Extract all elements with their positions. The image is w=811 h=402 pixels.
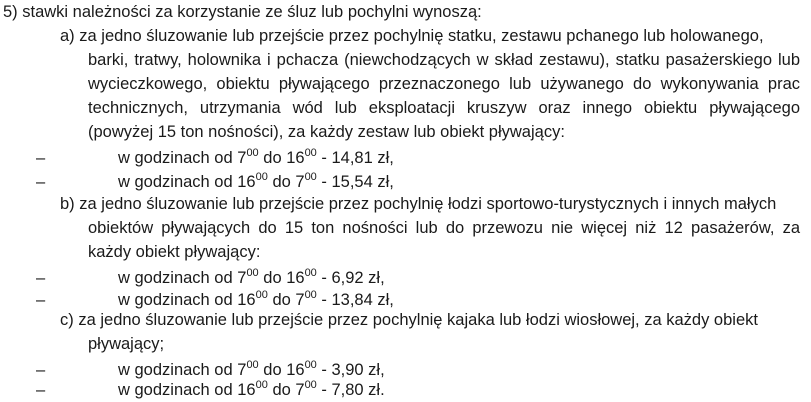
section-b-line-3: każdy obiekt pływający: bbox=[88, 243, 261, 261]
section-a-line-2: barki, tratwy, holownika i pchacza (niewchodzących w skład zestawu), statku pasażerskiego lub bbox=[88, 51, 800, 69]
item-heading: 5) stawki należności za korzystanie ze śluz lub pochylni wynoszą: bbox=[3, 3, 482, 21]
dash-bullet: – bbox=[36, 269, 46, 287]
rate-text: w godzinach od $7^{00}$ do $16^{00} - 6,92$ zł, bbox=[118, 266, 385, 287]
section-a-line-3: wycieczkowego, obiektu pływającego przeznaczonego lub używanego do wykonywania prac bbox=[88, 75, 800, 93]
dash-bullet: – bbox=[36, 361, 46, 379]
section-c-label: c) bbox=[60, 311, 74, 329]
section-c-line-1 bbox=[60, 308, 800, 332]
section-b-label: b) bbox=[60, 195, 75, 213]
section-b-text-1: za jedno śluzowanie lub przejście przez pochylnię łodzi sportowo-turystycznych i innych małych bbox=[79, 195, 777, 213]
section-a-line-4: technicznych, utrzymania wód lub eksploatacji kruszyw oraz innego obiektu pływającego bbox=[88, 99, 800, 117]
rate-text: w godzinach od $7^{00}$ do $16^{00} - 14,81$ zł, bbox=[118, 146, 394, 167]
rate-text: w godzinach od $16^{00}$ do $7^{00} - 15,54$ zł, bbox=[118, 170, 394, 191]
section-a-label: a) bbox=[60, 27, 75, 45]
section-a-line-5: (powyżej 15 ton nośności), za każdy zestaw lub obiekt pływający: bbox=[88, 123, 565, 141]
rate-text: w godzinach od $16^{00}$ do $7^{00} - 7,80$ zł. bbox=[118, 378, 385, 399]
section-c-text-1: za jedno śluzowanie lub przejście przez pochylnię kajaka lub łodzi wiosłowej, za każdy obiekt bbox=[78, 311, 758, 329]
dash-bullet: – bbox=[36, 291, 46, 309]
section-a-text-1: za jedno śluzowanie lub przejście przez pochylnię statku, zestawu pchanego lub holowanego, bbox=[79, 27, 764, 45]
section-b-line-1 bbox=[60, 192, 800, 216]
section-b-line-2: obiektów pływających do 15 ton nośności lub do przewozu nie więcej niż 12 pasażerów, za bbox=[88, 219, 800, 237]
rate-text: w godzinach od $16^{00}$ do $7^{00} - 13,84$ zł, bbox=[118, 288, 394, 309]
dash-bullet: – bbox=[36, 381, 46, 399]
dash-bullet: – bbox=[36, 173, 46, 191]
section-a-line-1 bbox=[60, 24, 800, 48]
dash-bullet: – bbox=[36, 149, 46, 167]
rate-text: w godzinach od $7^{00}$ do $16^{00} - 3,90$ zł, bbox=[118, 358, 385, 379]
section-c-line-2: pływający; bbox=[88, 335, 165, 353]
